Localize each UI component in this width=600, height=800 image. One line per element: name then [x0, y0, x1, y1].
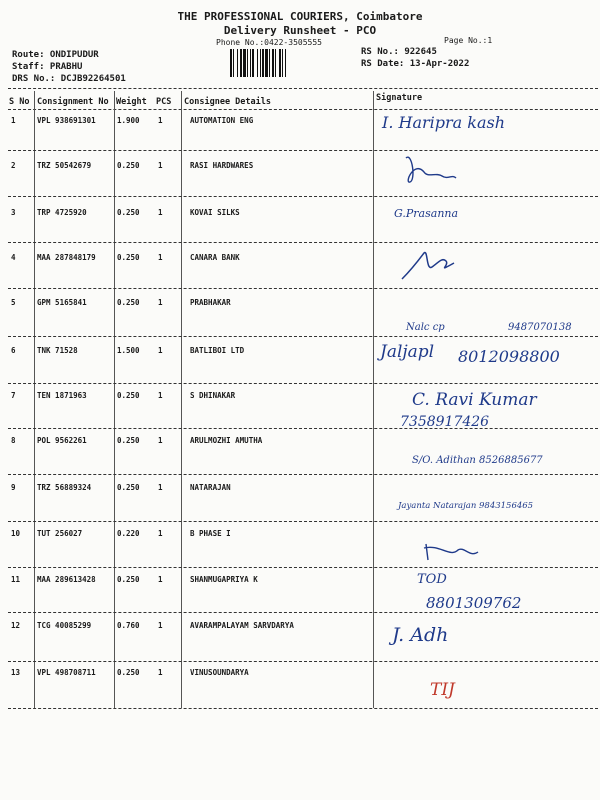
row-consignee: CANARA BANK [190, 253, 240, 262]
row-pcs: 1 [158, 346, 163, 355]
route-label: Route: ONDIPUDUR [12, 50, 99, 60]
signature-11-note: TOD [417, 572, 447, 587]
row-pcs: 1 [158, 116, 163, 125]
col-pcs: PCS [156, 97, 172, 107]
row-sno: 12 [11, 621, 21, 630]
row-separator [8, 708, 598, 709]
signature-scribble-10 [420, 540, 480, 564]
row-separator [8, 474, 598, 475]
col-weight: Weight [116, 97, 147, 107]
row-sno: 5 [11, 298, 16, 307]
document-title: Delivery Runsheet - PCO [223, 24, 377, 37]
header-rule-bottom [8, 109, 598, 110]
row-separator [8, 428, 598, 429]
column-divider [181, 91, 182, 708]
staff-label: Staff: PRABHU [12, 62, 83, 72]
rs-date: RS Date: 13-Apr-2022 [361, 59, 470, 69]
row-sno: 7 [11, 391, 16, 400]
signature-11-phone: 8801309762 [426, 594, 522, 612]
row-consignee: PRABHAKAR [190, 298, 231, 307]
drs-number: DRS No.: DCJB92264501 [12, 74, 126, 84]
signature-5-prefix: Nalc cp [406, 322, 445, 333]
barcode [230, 49, 358, 77]
row-consignee: AVARAMPALAYAM SARVDARYA [190, 621, 294, 630]
row-consignment-no: TNK 71528 [37, 346, 78, 355]
signature-13: TIJ [430, 680, 455, 700]
row-separator [8, 612, 598, 613]
row-pcs: 1 [158, 575, 163, 584]
column-divider [373, 91, 374, 708]
signature-7-phone: 7358917426 [400, 414, 490, 430]
page-number: Page No.:1 [444, 36, 493, 45]
row-weight: 0.250 [117, 298, 140, 307]
row-weight: 1.900 [117, 116, 140, 125]
row-consignee: B PHASE I [190, 529, 231, 538]
row-consignee: KOVAI SILKS [190, 208, 240, 217]
column-divider [114, 91, 115, 708]
row-consignee: AUTOMATION ENG [190, 116, 254, 125]
row-weight: 0.250 [117, 436, 140, 445]
row-consignment-no: POL 9562261 [37, 436, 87, 445]
row-pcs: 1 [158, 483, 163, 492]
row-sno: 4 [11, 253, 16, 262]
row-separator [8, 196, 598, 197]
signature-9: Jayanta Natarajan 9843156465 [398, 501, 534, 511]
row-sno: 8 [11, 436, 16, 445]
signature-scribble-4 [398, 243, 456, 285]
row-separator [8, 150, 598, 151]
row-consignee: RASI HARDWARES [190, 161, 254, 170]
row-consignment-no: MAA 287848179 [37, 253, 96, 262]
row-weight: 1.500 [117, 346, 140, 355]
row-consignment-no: MAA 289613428 [37, 575, 96, 584]
row-sno: 2 [11, 161, 16, 170]
row-pcs: 1 [158, 161, 163, 170]
signature-12: J. Adh [392, 624, 449, 646]
signature-7-name: C. Ravi Kumar [412, 390, 537, 410]
company-name: THE PROFESSIONAL COURIERS, Coimbatore [177, 10, 423, 23]
row-sno: 13 [11, 668, 21, 677]
row-consignment-no: TRZ 56889324 [37, 483, 92, 492]
row-separator [8, 567, 598, 568]
row-consignee: VINUSOUNDARYA [190, 668, 249, 677]
col-signature: Signature [376, 93, 423, 103]
row-weight: 0.760 [117, 621, 140, 630]
signature-scribble-2 [398, 150, 458, 192]
row-separator [8, 383, 598, 384]
row-sno: 1 [11, 116, 16, 125]
row-consignment-no: GPM 5165841 [37, 298, 87, 307]
row-separator [8, 521, 598, 522]
row-consignment-no: VPL 498708711 [37, 668, 96, 677]
row-separator [8, 242, 598, 243]
row-consignee: SHANMUGAPRIYA K [190, 575, 258, 584]
row-separator [8, 336, 598, 337]
row-consignment-no: TUT 256027 [37, 529, 83, 538]
row-pcs: 1 [158, 668, 163, 677]
row-weight: 0.250 [117, 161, 140, 170]
row-pcs: 1 [158, 391, 163, 400]
row-consignee: BATLIBOI LTD [190, 346, 245, 355]
row-weight: 0.250 [117, 483, 140, 492]
row-pcs: 1 [158, 208, 163, 217]
row-pcs: 1 [158, 298, 163, 307]
row-sno: 6 [11, 346, 16, 355]
row-weight: 0.250 [117, 668, 140, 677]
row-weight: 0.220 [117, 529, 140, 538]
phone-number: Phone No.:0422-3505555 [216, 38, 322, 47]
row-consignment-no: VPL 938691301 [37, 116, 96, 125]
header-rule-top [8, 88, 598, 89]
rs-number: RS No.: 922645 [361, 47, 437, 57]
row-separator [8, 661, 598, 662]
row-sno: 11 [11, 575, 21, 584]
signature-6-name: Jaljapl [380, 342, 435, 362]
signature-6-phone: 8012098800 [458, 347, 560, 366]
row-consignment-no: TCG 40085299 [37, 621, 92, 630]
row-weight: 0.250 [117, 253, 140, 262]
row-consignee: S DHINAKAR [190, 391, 236, 400]
row-sno: 10 [11, 529, 21, 538]
signature-3: G.Prasanna [394, 207, 459, 220]
row-sno: 3 [11, 208, 16, 217]
row-consignee: NATARAJAN [190, 483, 231, 492]
row-consignee: ARULMOZHI AMUTHA [190, 436, 263, 445]
signature-1: I. Haripra kash [382, 113, 506, 132]
row-weight: 0.250 [117, 391, 140, 400]
col-consignee: Consignee Details [184, 97, 271, 107]
row-consignment-no: TEN 1871963 [37, 391, 87, 400]
col-sno: S No [9, 97, 30, 107]
row-separator [8, 288, 598, 289]
signature-5-phone: 9487070138 [508, 322, 572, 333]
row-weight: 0.250 [117, 575, 140, 584]
barcode-bar [286, 49, 288, 77]
row-pcs: 1 [158, 621, 163, 630]
row-pcs: 1 [158, 529, 163, 538]
row-pcs: 1 [158, 253, 163, 262]
row-weight: 0.250 [117, 208, 140, 217]
row-consignment-no: TRZ 50542679 [37, 161, 92, 170]
row-sno: 9 [11, 483, 16, 492]
column-divider [34, 91, 35, 708]
col-consignment: Consignment No [37, 97, 109, 107]
signature-8: S/O. Adithan 8526885677 [412, 455, 543, 466]
row-consignment-no: TRP 4725920 [37, 208, 87, 217]
row-pcs: 1 [158, 436, 163, 445]
